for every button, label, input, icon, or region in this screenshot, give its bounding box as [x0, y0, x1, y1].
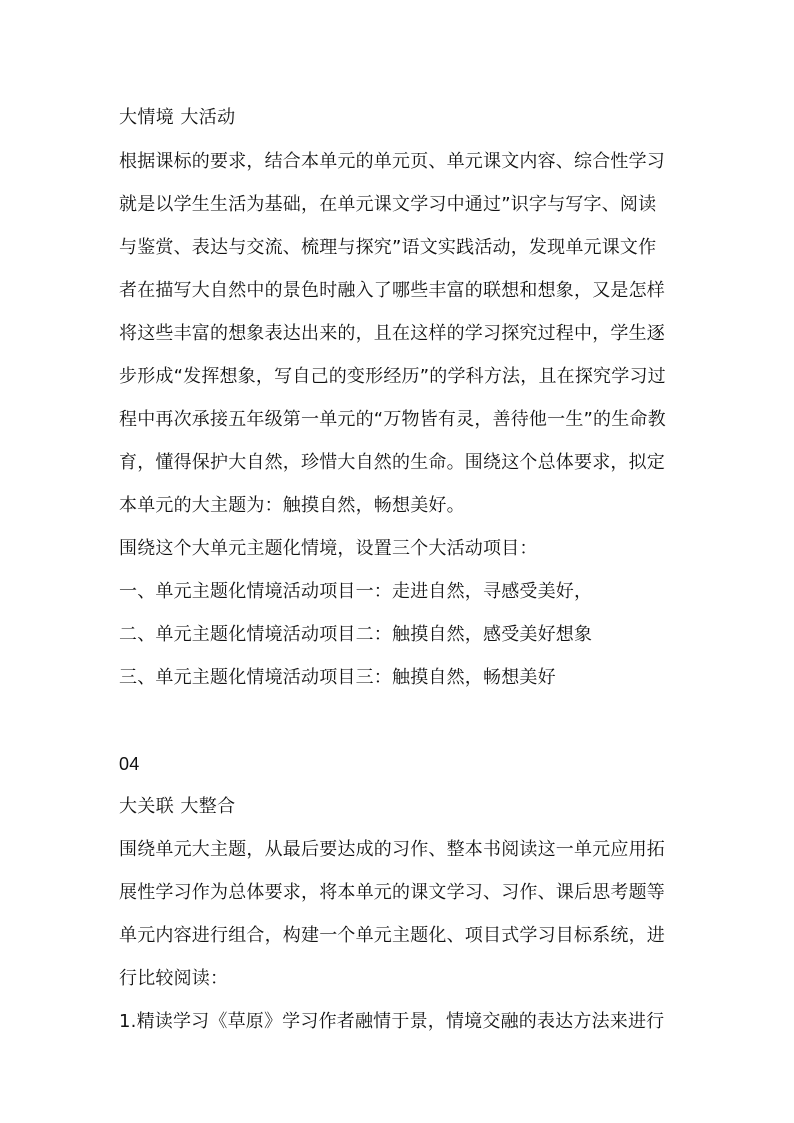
paragraph-line: 者在描写大自然中的景色时融入了哪些丰富的联想和想象，又是怎样: [119, 280, 665, 301]
paragraph-line: 将这些丰富的想象表达出来的，且在这样的学习探究过程中，学生逐: [119, 323, 665, 344]
paragraph-line: 与鉴赏、表达与交流、梳理与探究”语文实践活动，发现单元课文作: [119, 237, 657, 258]
paragraph-line: 展性学习作为总体要求，将本单元的课文学习、习作、课后思考题等: [119, 882, 665, 903]
list-item: 一、单元主题化情境活动项目一：走进自然，寻感受美好，: [119, 581, 593, 602]
paragraph-line: 步形成“发挥想象，写自己的变形经历”的学科方法，且在探究学习过: [119, 366, 666, 387]
paragraph-line: 行比较阅读：: [119, 968, 229, 989]
list-item: 二、单元主题化情境活动项目二：触摸自然，感受美好想象: [119, 624, 593, 645]
list-item: 三、单元主题化情境活动项目三：触摸自然，畅想美好: [119, 667, 556, 688]
list-item: 1.精读学习《草原》学习作者融情于景，情境交融的表达方法来进行: [119, 1011, 665, 1032]
paragraph-line: 育，懂得保护大自然，珍惜大自然的生命。围绕这个总体要求，拟定: [119, 452, 665, 473]
section-heading: 大关联 大整合: [119, 796, 236, 817]
paragraph-line: 程中再次承接五年级第一单元的“万物皆有灵，善待他一生”的生命教: [119, 409, 666, 430]
paragraph-line: 围绕单元大主题，从最后要达成的习作、整本书阅读这一单元应用拓: [119, 839, 665, 860]
paragraph-line: 根据课标的要求，结合本单元的单元页、单元课文内容、综合性学习: [119, 151, 665, 172]
paragraph-line: 单元内容进行组合，构建一个单元主题化、项目式学习目标系统，进: [119, 925, 665, 946]
section-heading: 大情境 大活动: [119, 107, 236, 128]
paragraph-line: 就是以学生生活为基础，在单元课文学习中通过”识字与写字、阅读: [119, 194, 657, 215]
section-number: 04: [119, 754, 140, 774]
paragraph-line: 本单元的大主题为：触摸自然，畅想美好。: [119, 495, 465, 516]
intro-line: 围绕这个大单元主题化情境，设置三个大活动项目：: [119, 538, 538, 559]
